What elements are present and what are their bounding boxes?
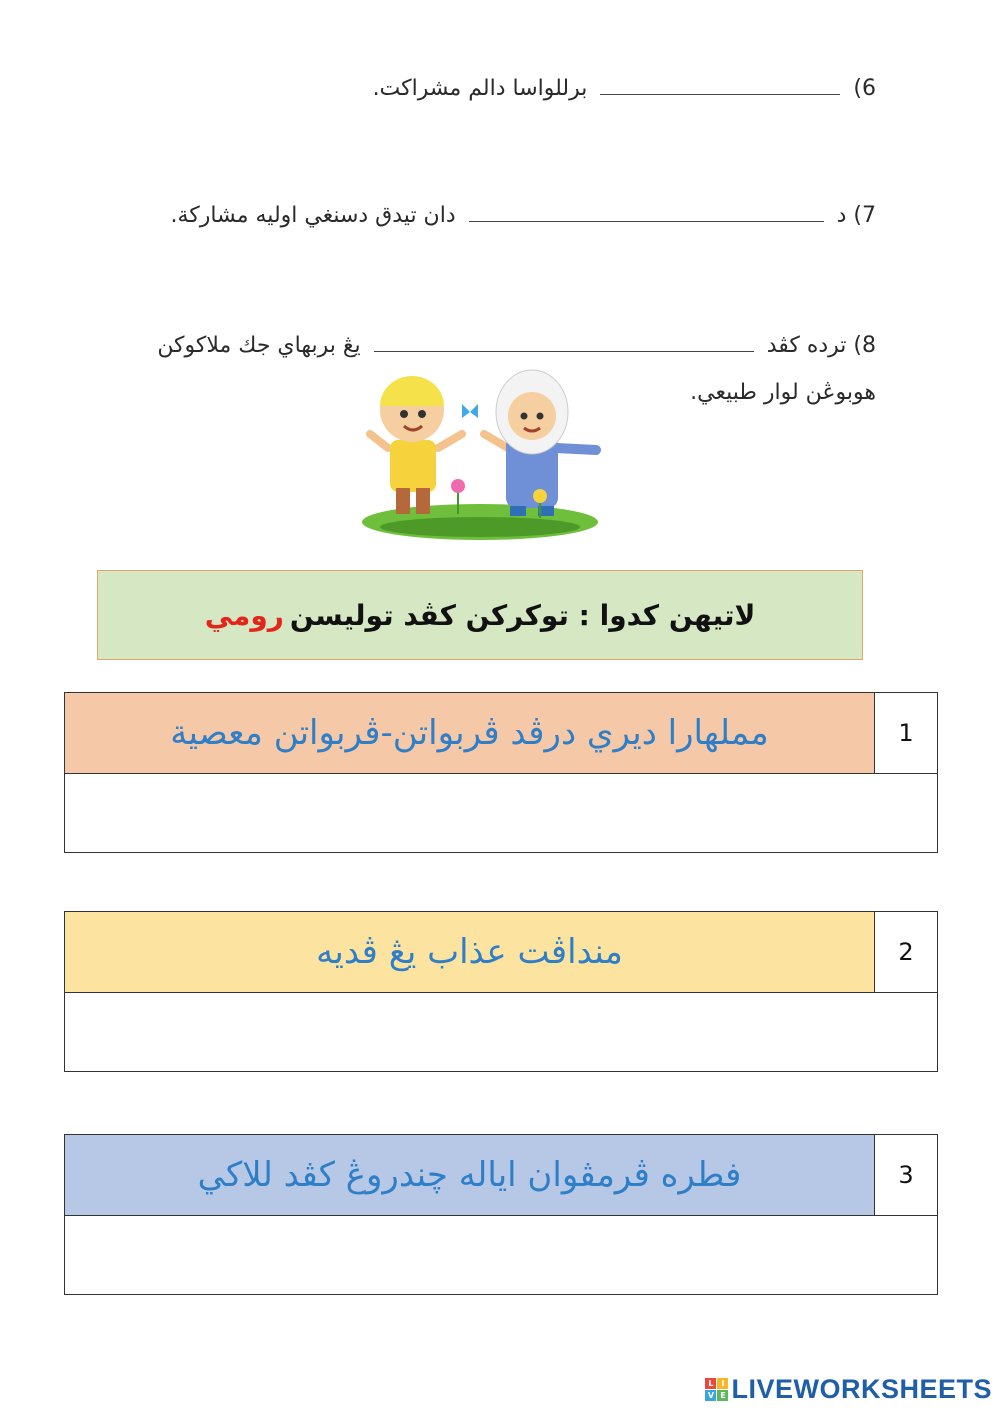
question-8-text: يڠ بربهاي جك ملاكوكن	[157, 333, 361, 358]
question-table-1	[64, 692, 938, 853]
logo-mark-icon: L I V E	[705, 1378, 728, 1401]
question-8-blank[interactable]	[374, 337, 754, 352]
question-8-number: 8) ترده كڤد	[766, 333, 876, 358]
answer-box-3[interactable]	[65, 1216, 937, 1294]
question-6-text: برللواسا دالم مشراكت.	[372, 76, 588, 101]
question-table-1-number: 1	[874, 693, 937, 773]
boy-figure	[370, 376, 462, 514]
flower	[533, 489, 547, 503]
question-table-2-header	[65, 912, 937, 993]
instruction-text: لاتيهن كدوا : توكركن كڤد توليسن	[289, 598, 756, 632]
question-8-line2: هوبوڠن لوار طبيعي.	[690, 380, 876, 405]
question-table-2-number: 2	[874, 912, 937, 992]
question-6-blank[interactable]	[600, 80, 840, 95]
question-table-2-title: منداڤت عذاب يڠ ڤديه	[65, 912, 874, 992]
instruction-banner	[97, 570, 863, 660]
question-table-1-title: مملهارا ديري درڤد ڤربواتن-ڤربواتن معصية	[65, 693, 874, 773]
instruction-highlight: رومي	[204, 598, 284, 632]
question-7	[171, 203, 876, 228]
butterfly	[462, 404, 478, 418]
answer-box-1[interactable]	[65, 774, 937, 852]
question-6	[373, 76, 876, 101]
question-7-number: 7) د	[836, 203, 876, 228]
question-7-text: دان تيدق دسنغي اوليه مشاركة.	[170, 203, 456, 228]
question-table-3-header	[65, 1135, 937, 1216]
question-table-3-title: فطره ڤرمڤوان اياله چندروڠ كڤد للاكي	[65, 1135, 874, 1215]
children-illustration	[360, 362, 605, 544]
question-table-1-header	[65, 693, 937, 774]
answer-box-2[interactable]	[65, 993, 937, 1071]
question-8	[157, 333, 876, 358]
question-6-number: 6)	[853, 76, 876, 101]
question-table-3-number: 3	[874, 1135, 937, 1215]
question-7-blank[interactable]	[469, 207, 824, 222]
liveworksheets-logo	[705, 1374, 992, 1405]
logo-text: LIVEWORKSHEETS	[731, 1374, 992, 1404]
question-table-2	[64, 911, 938, 1072]
question-table-3	[64, 1134, 938, 1295]
flower	[451, 479, 465, 493]
